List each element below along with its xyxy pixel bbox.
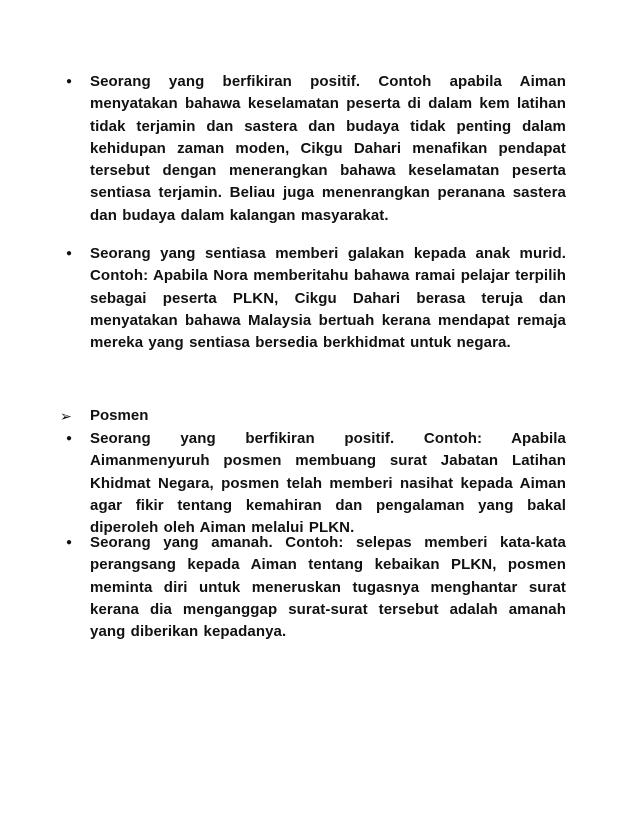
list-item-text: Seorang yang berfikiran positif. Contoh: Apabila Aimanmenyuruh posmen membuang surat Jabatan Latihan Khidmat Negara, posmen telah memberi nasihat kepada Aiman agar fikir tentang kemahiran dan pengalaman yang bakal diperoleh oleh Aiman melalui PLKN. [90, 430, 566, 537]
list-item [60, 71, 566, 227]
list-item-text: Seorang yang berfikiran positif. Contoh apabila Aiman menyatakan bahawa keselamatan peserta di dalam kem latihan tidak terjamin dan sastera dan budaya tidak penting dalam kehidupan zaman moden, Cikgu Dahari menafikan pendapat tersebut dengan menerangkan bahawa keselamatan peserta sentiasa terjamin. Beliau juga menenrangkan peranana sastera dan budaya dalam kalangan masyarakat. [90, 73, 566, 224]
bullet-icon: ● [66, 537, 73, 548]
section-heading-text: Posmen [90, 407, 149, 424]
bullet-icon: ● [66, 248, 73, 259]
list-item-text: Seorang yang sentiasa memberi galakan kepada anak murid. Contoh: Apabila Nora memberitahu bahawa ramai pelajar terpilih sebagai peserta PLKN, Cikgu Dahari berasa teruja dan menyatakan bahawa Malaysia bertuah kerana mendapat remaja mereka yang sentiasa bersedia berkhidmat untuk negara. [90, 245, 566, 352]
list-item [60, 428, 566, 539]
list-item-text: Seorang yang amanah. Contoh: selepas memberi kata-kata perangsang kepada Aiman tentang kebaikan PLKN, posmen meminta diri untuk meneruskan tugasnya menghantar surat kerana dia menganggap surat-surat tersebut adalah amanah yang diberikan kepadanya. [90, 534, 566, 641]
list-item [60, 243, 566, 354]
list-item [60, 532, 566, 643]
section-heading [60, 405, 566, 428]
arrow-bullet-icon: ➢ [60, 408, 72, 424]
bullet-icon: ● [66, 433, 73, 444]
bullet-icon: ● [66, 76, 73, 87]
